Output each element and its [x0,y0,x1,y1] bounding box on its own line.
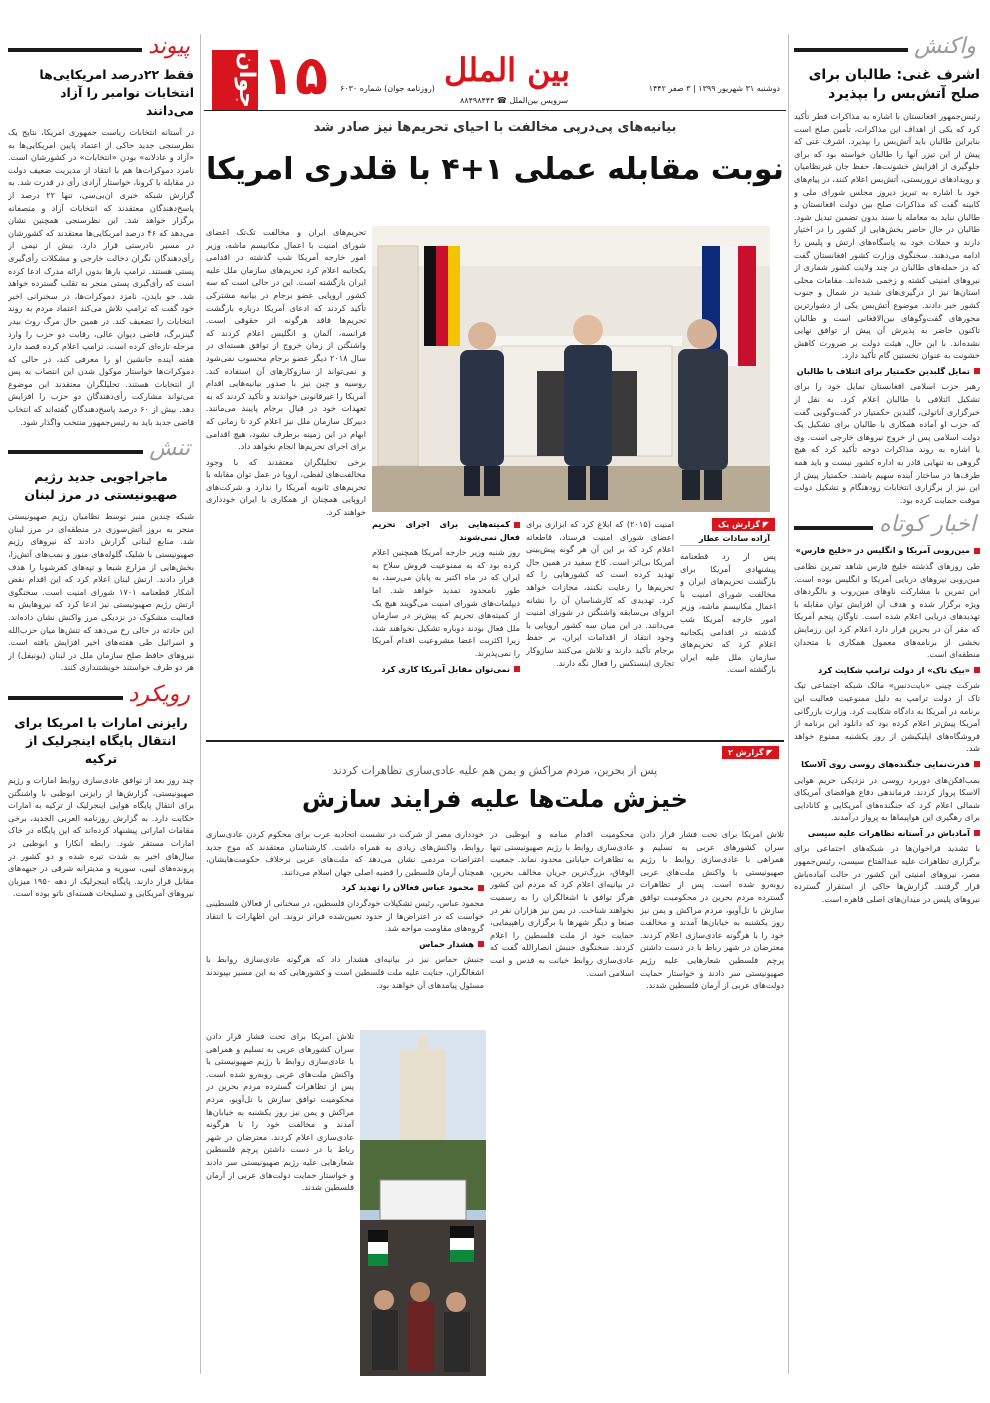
report-tag-2 [722,746,779,759]
report-tag-1 [712,518,775,531]
section-banner-reaction [794,34,980,60]
section-rule [206,740,784,742]
masthead-rule [204,110,786,111]
author-line: آزاده سادات عطار [680,534,770,546]
news4-body: با تشدید فراخوان‌ها در شبکه‌های اجتماعی برای برگزاری تظاهرات علیه عبدالفتاح سیسی، رئیس‌جمهور مصر، نیروهای امنیتی این کشور در حالت آماده‌باش قرار گرفتند. گزارش‌ها حاکی از استقرار گسترده نیروهای پلیس در میدان‌های اصلی قاهره است. [794,843,980,904]
right-headline: اشرف غنی: طالبان برای صلح آتش‌بس را بپذیرد [808,67,980,102]
section-banner-approach [8,682,194,708]
left-body3: چند روز بعد از توافق عادی‌سازی روابط امارات و رژیم صهیونیستی، گزارش‌ها از رایزنی ابوظبی با واشنگتن برای انتقال پایگاه هوایی اینجرلیک از ترکیه به امارات حکایت دارد. به گزارش روزنامه العربی الجدید، برخی مقامات اماراتی پیشنهاد کرده‌اند که این پایگاه در خاک امارات مستقر شود. رابطه آنکارا و ابوظبی در سال‌های اخیر به شدت تیره شده و دو کشور در پرونده‌های لیبی، سوریه و مدیترانه شرقی در جبهه‌های مقابل قرار دارند. پایگاه اینجرلیک از دهه ۱۹۵۰ میزبان نیروهای آمریکایی و تسلیحات هسته‌ای ناتو بوده است. [8,774,194,899]
main-lead: پس از رد قطعنامه پیشنهادی آمریکا برای بازگشت تحریم‌های ایران و مخالفت شورای امنیت با اعمال مکانیسم ماشه، وزیر امور خارجه آمریکا شب گذشته در اقدامی یکجانبه اعلام کرد که تحریم‌های سازمان ملل علیه ایران بازگشته است. [680,551,776,675]
main-photo [372,226,770,512]
left-body2: شبکه چندین منبر توسط نظامیان رژیم صهیونیستی منجر به بروز آتش‌سوزی در منطقه‌ای در مرز لبنان شد. منابع لبنانی گزارش دادند که نیروهای رژیم صهیونیستی با شلیک گلوله‌های منور و بمب‌های آتش‌زا، بخش‌هایی از مزارع شبعا و تپه‌های کفرشوبا را هدف قرار دادند. ارتش لبنان اعلام کرد که این اقدام نقض آشکار قطعنامه ۱۷۰۱ شورای امنیت است. سخنگوی ارتش رژیم صهیونیستی نیز ادعا کرد که نیروهایش به فعالیت مشکوک در نزدیکی مرز واکنش نشان داده‌اند. این حادثه در حالی رخ می‌دهد که تنش‌ها میان حزب‌الله و اسرائیل طی هفته‌های اخیر افزایش یافته است. نیروهای حافظ صلح سازمان ملل در لبنان (یونیفل) از هر دو طرف خواستند خویشتنداری کنند. [8,511,194,673]
second-sub1-text: محمود عباس فعالان را تهدید کرد [341,882,474,893]
second-sub2 [206,938,484,951]
editor-line [460,96,568,105]
main-kicker: بیانیه‌های پی‌درپی مخالفت با احیای تحریم‌ها نیز صادر شد [313,120,677,135]
bullet-icon [514,666,520,672]
left-headline2: ماجراجویی جدید رژیم صهیونیستی در مرز لبنان [24,469,178,503]
news2-body: شرکت چینی «بایت‌دنس» مالک شبکه اجتماعی تیک تاک از دولت ترامپ به دلیل ممنوعیت فعالیت این برنامه در آمریکا به دادگاه شکایت کرد. وزارت بازرگانی آمریکا پیش‌تر اعلام کرده بود که دانلود این برنامه از فروشگاه‌های اپلیکیشن از روز یکشنبه ممنوع خواهد شد. [794,680,980,754]
bullet-icon [514,522,520,528]
main-body4: برخی تحلیلگران معتقدند که با وجود مخالفت‌های لفظی، اروپا در عمل توان مقابله با تحریم‌های ثانویه آمریکا را ندارد و شرکت‌های اروپایی همچنان از همکاری با ایران خودداری خواهند کرد. [206,456,366,518]
date-line: دوشنبه ۳۱ شهریور ۱۳۹۹ | ۳ صفر ۱۴۴۲ [648,84,780,93]
bullet-icon [478,885,484,891]
bullet-icon [974,548,980,554]
second-headline: خیزش ملت‌ها علیه فرایند سازش [302,785,688,813]
protest-photo [360,1030,486,1376]
issue-meta: (روزنامه جوان) شماره ۶۰۳۰ [340,84,435,93]
second-col-c [206,828,484,1024]
second-kicker: پس از بحرین، مردم مراکش و یمن هم علیه عادی‌سازی تظاهرات کردند [332,764,658,777]
section-banner-short-news [794,512,980,538]
phone-number: ۸۸۴۹۸۴۴۴ [460,96,495,105]
report-arrow-icon: ◤ [762,520,769,529]
second-body1: تلاش امریکا برای تحت فشار قرار دادن سران کشورهای عربی به تسلیم و همراهی با عادی‌سازی روابط با رژیم صهیونیستی با واکنش ملت‌های عربی روبه‌رو شده است. پس از تظاهرات گسترده مردم بحرین در محکومیت توافق سازش با تل‌آویو، مردم مراکش و یمن نیز روز یکشنبه به خیابان‌ها آمدند و مخالفت خود را با هرگونه عادی‌سازی اعلام کردند. معترضان در شهر رباط با در دست داشتن پرچم فلسطین شعارهایی علیه رژیم صهیونیستی سر دادند و خواستار حمایت دولت‌های عربی از آرمان فلسطین شدند. [640,829,784,991]
column-divider [200,34,201,1374]
diplomats-photo-illustration [372,226,770,512]
second-col-a [640,828,784,1376]
banner-label: اخبار کوتاه [873,512,980,538]
second-body3: خودداری مصر از شرکت در نشست اتحادیه عرب برای محکوم کردن عادی‌سازی روابط، واکنش‌های زیادی به همراه داشت. کارشناسان معتقدند که موج جدید اعتراضات مردمی نشان می‌دهد که ملت‌های عربی برخلاف حکومت‌هایشان، همچنان آرمان فلسطین را قضیه اصلی جهان اسلام می‌دانند. [206,829,484,877]
main-col-c [372,518,520,734]
report-arrow-icon: ◤ [766,748,773,757]
right-column [794,34,980,1374]
bullet-icon [478,941,484,947]
second-sub2-text: هشدار حماس [419,938,474,949]
main-col-lead [680,550,776,734]
second-body4-cont: تلاش امریکا برای تحت فشار قرار دادن سران کشورهای عربی به تسلیم و همراهی با عادی‌سازی روابط با رژیم صهیونیستی با واکنش ملت‌های عربی روبه‌رو شده است. پس از تظاهرات گسترده مردم بحرین در محکومیت توافق سازش با تل‌آویو، مردم مراکش و یمن نیز روز یکشنبه به خیابان‌ها آمدند و مخالفت خود را با هرگونه عادی‌سازی اعلام کردند. معترضان در شهر رباط با در دست داشتن پرچم فلسطین شعارهایی علیه رژیم صهیونیستی سر دادند و خواستار حمایت دولت‌های عربی از آرمان فلسطین شدند. [206,1031,354,1193]
main-sub2 [372,663,520,676]
right-body: رئیس‌جمهور افغانستان با اشاره به مذاکرات قطر تأکید کرد که یکی از اهداف این مذاکرات، تأمین صلح است بنابراین طالبان باید آتش‌بس را بپذیرد. اشرف غنی که پیش از این تیزر آنها را طالبان خواسته بود که برای جلوگیری از افزایش خشونت‌ها، حفظ جان غیرنظامیان و رویدادهای تروریستی، آتش‌بس اعلام کنند، در پیام‌های خود با اشاره به تبریز دیروز مجلس شورای ملی و کابینه گفت که مذاکرات صلح بین دولت افغانستان و طالبان نباید به معامله یا سند بدون تضمین تبدیل شود. طالبان در حال حاضر بخش‌هایی از کشور را در اختیار دارند و حملات خود به پاسگاه‌های ارتش و پلیس را ادامه می‌دهند. سخنگوی وزارت کشور افغانستان گفت که در حمله‌های طالبان در چند ولایت کشور شماری از نیروهای امنیتی کشته و زخمی شده‌اند. مقامات محلی استان‌ها نیز از درگیری‌های شدید در شمال و جنوب کشور خبر دادند. موضوع آتش‌بس یکی از دشوارترین محورهای گفت‌وگوهای بین‌الافغانی است و طالبان تاکنون حاضر به پذیرش آن پیش از توافق نهایی نشده‌اند. با این حال، هیئت دولت بر ضرورت کاهش خشونت به عنوان نخستین گام تأکید دارد. [794,111,980,361]
newspaper-logo [212,50,258,110]
banner-label: پیوند [142,34,194,60]
main-col-b [526,518,674,734]
second-body2: محکومیت اقدام منامه و ابوظبی در عادی‌سازی روابط با رژیم صهیونیستی تنها به تظاهرات خیابانی محدود نماند. جمعیت الوفاق، بزرگ‌ترین جریان مخالف بحرین، در بیانیه‌ای اعلام کرد که مردم این کشور هرگز توافق با اشغالگران را به رسمیت نخواهند شناخت. در یمن نیز هزاران نفر در صنعا و دیگر شهرها با برگزاری راهپیمایی، حمایت خود از ملت فلسطین را اعلام کردند. سخنگوی جنبش انصارالله گفت که عادی‌سازی روابط خیانت به قدس و امت اسلامی است. [490,829,634,978]
main-body1: تحریم‌های ایران و مخالفت تک‌تک اعضای شورای امنیت با اعمال مکانیسم ماشه، وزیر امور خارجه آمریکا شب گذشته در اقدامی یکجانبه اعلام کرد تحریم‌های سازمان ملل علیه ایران بازگشته است. این در حالی است که سه کشور اروپایی عضو برجام در بیانیه مشترکی تأکید کردند که ادعای آمریکا درباره بازگشت تحریم‌ها فاقد هرگونه اثر حقوقی است. فرانسه، آلمان و انگلیس اعلام کردند که واشنگتن از زمان خروج از توافق هسته‌ای در سال ۲۰۱۸ دیگر عضو برجام محسوب نمی‌شود و نمی‌تواند از سازوکارهای آن استفاده کند. روسیه و چین نیز با صدور بیانیه‌هایی اقدام آمریکا را غیرقانونی خواندند و تأکید کردند که به تعهدات خود در قبال برجام پایبند می‌مانند. دبیرکل سازمان ملل نیز اعلام کرد تا زمانی که ابهام در این زمینه برطرف نشود، هیچ اقدامی برای اجرای تحریم‌ها انجام نخواهد داد. [206,227,366,452]
second-body5: جنبش حماس نیز در بیانیه‌ای هشدار داد که هرگونه عادی‌سازی روابط با اشغالگران، جنایت علیه ملت فلسطین است و کشورهایی که به این مسیر بپیوندند مسئول پیامدهای آن خواهند بود. [206,954,484,990]
news3-title [794,758,980,771]
masthead [204,40,786,110]
second-col-b [490,828,634,1376]
left-headline3: رایزنی امارات با امریکا برای انتقال پایگاه اینجرلیک از ترکیه [14,714,188,766]
right-subhead [794,365,980,378]
section-title: بين الملل [444,51,571,89]
main-col-a [206,226,366,734]
report-tag-label: گزارش ۲ [728,748,764,757]
column-divider [788,34,789,1374]
bullet-icon [974,667,980,673]
protest-photo-illustration [360,1030,486,1376]
main-body3: روز شنبه وزیر خارجه آمریکا همچنین اعلام کرده بود که به ممنوعیت فروش سلاح به ایران که در ماه اکتبر به پایان می‌رسد، به طور نامحدود تمدید خواهد شد. اما دیپلمات‌های شورای امنیت می‌گویند هیچ یک از کمیته‌های تحریم که پیش‌تر در سازمان ملل فعال بودند دوباره تشکیل نخواهند شد، زیرا اکثریت اعضا مشروعیت اقدام آمریکا را نمی‌پذیرند. [372,547,520,658]
main-headline: نوبت مقابله عملی ۱+۴ با قلدری امریکا [206,152,784,187]
logo-text: جوان [234,52,259,108]
editor-name: سرويس بين‌الملل [509,96,569,105]
news3-body: بمب‌افکن‌های دوربرد روسی در نزدیکی حریم هوایی آلاسکا پرواز کردند. فرماندهی دفاع هوافضای آمریکای شمالی اعلام کرد که جنگنده‌های آمریکایی و کانادایی برای رهگیری این هواپیماها به پرواز درآمدند. [794,774,980,823]
left-headline: فقط ۲۲درصد امریکایی‌ها انتخابات نوامبر را آزاد می‌دانند [39,67,194,118]
news2-title [794,664,980,677]
main-sub2-text: نمی‌توان مقابل آمریکا کاری کرد [381,663,510,674]
news2-title-text: «بیک تاک» از دولت ترامپ شکایت کرد [818,664,970,675]
news3-title-text: قدرت‌نمایی جنگنده‌های روسی روی آلاسکا [801,758,970,769]
left-column [8,34,194,1374]
section-banner-tension [8,436,194,462]
news1-title-text: مین‌روبی آمریکا و انگلیس در «خلیج فارس» [795,545,970,556]
right-subhead-text: تمایل گلبدین حکمتیار برای ائتلاف با طالبان [796,365,970,376]
banner-label: رویکرد [123,682,194,708]
bullet-icon [974,830,980,836]
news4-title [794,827,980,840]
right-body2: رهبر حزب اسلامی افغانستان تمایل خود را برای تشکیل ائتلافی با طالبان اعلام کرد. به نقل از خبرگزاری آناتولی، گلبدین حکمتیار در گفت‌وگویی گفت که حزب او آماده همکاری با طالبان برای تشکیل یک دولت اسلامی پس از خروج نیروهای خارجی است. وی با اشاره به روند مذاکرات دوحه تأکید کرد که هیچ گروهی به تنهایی قادر به اداره کشور نیست و باید همه طرف‌ها در ساختار آینده سهیم باشند. حکمتیار پیش از این نیز از برگزاری انتخابات زودهنگام و تشکیل دولت موقت حمایت کرده بود. [794,381,980,505]
banner-label: تنش [143,436,194,462]
second-col-d [206,1030,354,1376]
second-body4: محمود عباس، رئیس تشکیلات خودگردان فلسطین، در سخنانی از فعالان فلسطینی خواست که در اعتراض‌ها از حدود تعیین‌شده فراتر نروند. این اظهارات با انتقاد گروه‌های مقاومت مواجه شد. [206,897,484,934]
news4-title-text: آمادباش در آستانه تظاهرات علیه سیسی [807,827,970,838]
bullet-icon [974,368,980,374]
banner-label: واکنش [908,34,980,60]
left-body: در آستانه انتخابات ریاست جمهوری امریکا، نتایج یک نظرسنجی جدید حاکی از اعتماد پایین امریکایی‌ها به «آزاد و عادلانه» بودن «انتخابات» در کشورشان است. نامزد دموکرات‌ها هم با انتقاد از مدیریت ضعیف دولت در مقابله با کرونا، خواستار آزادی رأی در قدرت شد. به گزارش شبکه خبری ان‌بی‌سی، تنها ۲۲ درصد از پاسخ‌دهندگان معتقدند که انتخابات آزاد و منصفانه برگزار خواهد شد. این نظرسنجی همچنین نشان می‌دهد که ۴۶ درصد امریکایی‌ها معتقدند که کشورشان در مسیر نادرستی قرار دارد. بیش از نیمی از رأی‌دهندگان نگران دخالت خارجی و مشکلات رأی‌گیری پستی هستند. ترامپ بارها بدون ارائه مدرک ادعا کرده است که رأی‌گیری پستی منجر به تقلب گسترده خواهد شد. جو بایدن، نامزد دموکرات‌ها، در سخنرانی اخیر خود گفت که ترامپ تلاش می‌کند اعتماد مردم به روند انتخابات را تضعیف کند. در همین حال مرگ روث بیدر گینزبرگ، قاضی دیوان عالی، رقابت دو حزب را وارد مرحله تازه‌ای کرده است. ترامپ اعلام کرده قصد دارد هفته آینده جانشین او را معرفی کند، در حالی که دموکرات‌ها خواستار موکول شدن این انتصاب به پس از انتخابات هستند. تحلیلگران معتقدند این موضوع می‌تواند مشارکت رأی‌دهندگان دو حزب را افزایش دهد. بیش از ۶۰ درصد پاسخ‌دهندگان گفته‌اند که انتخاب قاضی جدید باید به رئیس‌جمهور منتخب واگذار شود. [8,127,194,427]
edition-number: ۱۵ [262,44,328,107]
main-sub1 [372,518,520,543]
news1-title [794,544,980,557]
second-sub1 [206,881,484,894]
news1-body: طی روزهای گذشته خلیج فارس شاهد تمرین نظامی مین‌روبی نیروهای دریایی آمریکا و انگلیس بوده است. این تمرین با مشارکت ناوهای مین‌روب و بالگردهای ویژه برگزار شده و هدف آن افزایش توان مقابله با تهدیدهای دریایی اعلام شده است. ناوگان پنجم آمریکا که مقر آن در بحرین قرار دارد اعلام کرد این رزمایش بخشی از برنامه‌های معمول همکاری با متحدان منطقه‌ای است. [794,561,980,660]
phone-icon: ☎ [496,96,507,105]
section-banner-link [8,34,194,60]
report-tag-label: گزارش یک [718,520,760,529]
main-body2: امنیت (۲۰۱۵) که ابلاغ کرد که ابزاری برای اعضای شورای امنیت فرستاد، قاطعانه اعلام کرد که بر این آن هر گونه پیش‌بینی آمریکا بی‌اثر است. کاخ سفید در همین حال تهدید کرده است که کشورهایی را که تحریم‌ها را رعایت نکنند، مجازات خواهد کرد. تهدیدی که کارشناسان آن را نشانه انزوای بی‌سابقه واشنگتن در شورای امنیت می‌دانند. در این میان سه کشور اروپایی با وجود انتقاد از اقدامات ایران، بر حفظ برجام تأکید دارند و تلاش می‌کنند سازوکار تجاری اینستکس را فعال نگه دارند. [526,519,674,668]
bullet-icon [974,761,980,767]
main-sub1-text: کمیته‌هایی برای اجرای تحریم فعال نمی‌شوند [372,519,520,542]
